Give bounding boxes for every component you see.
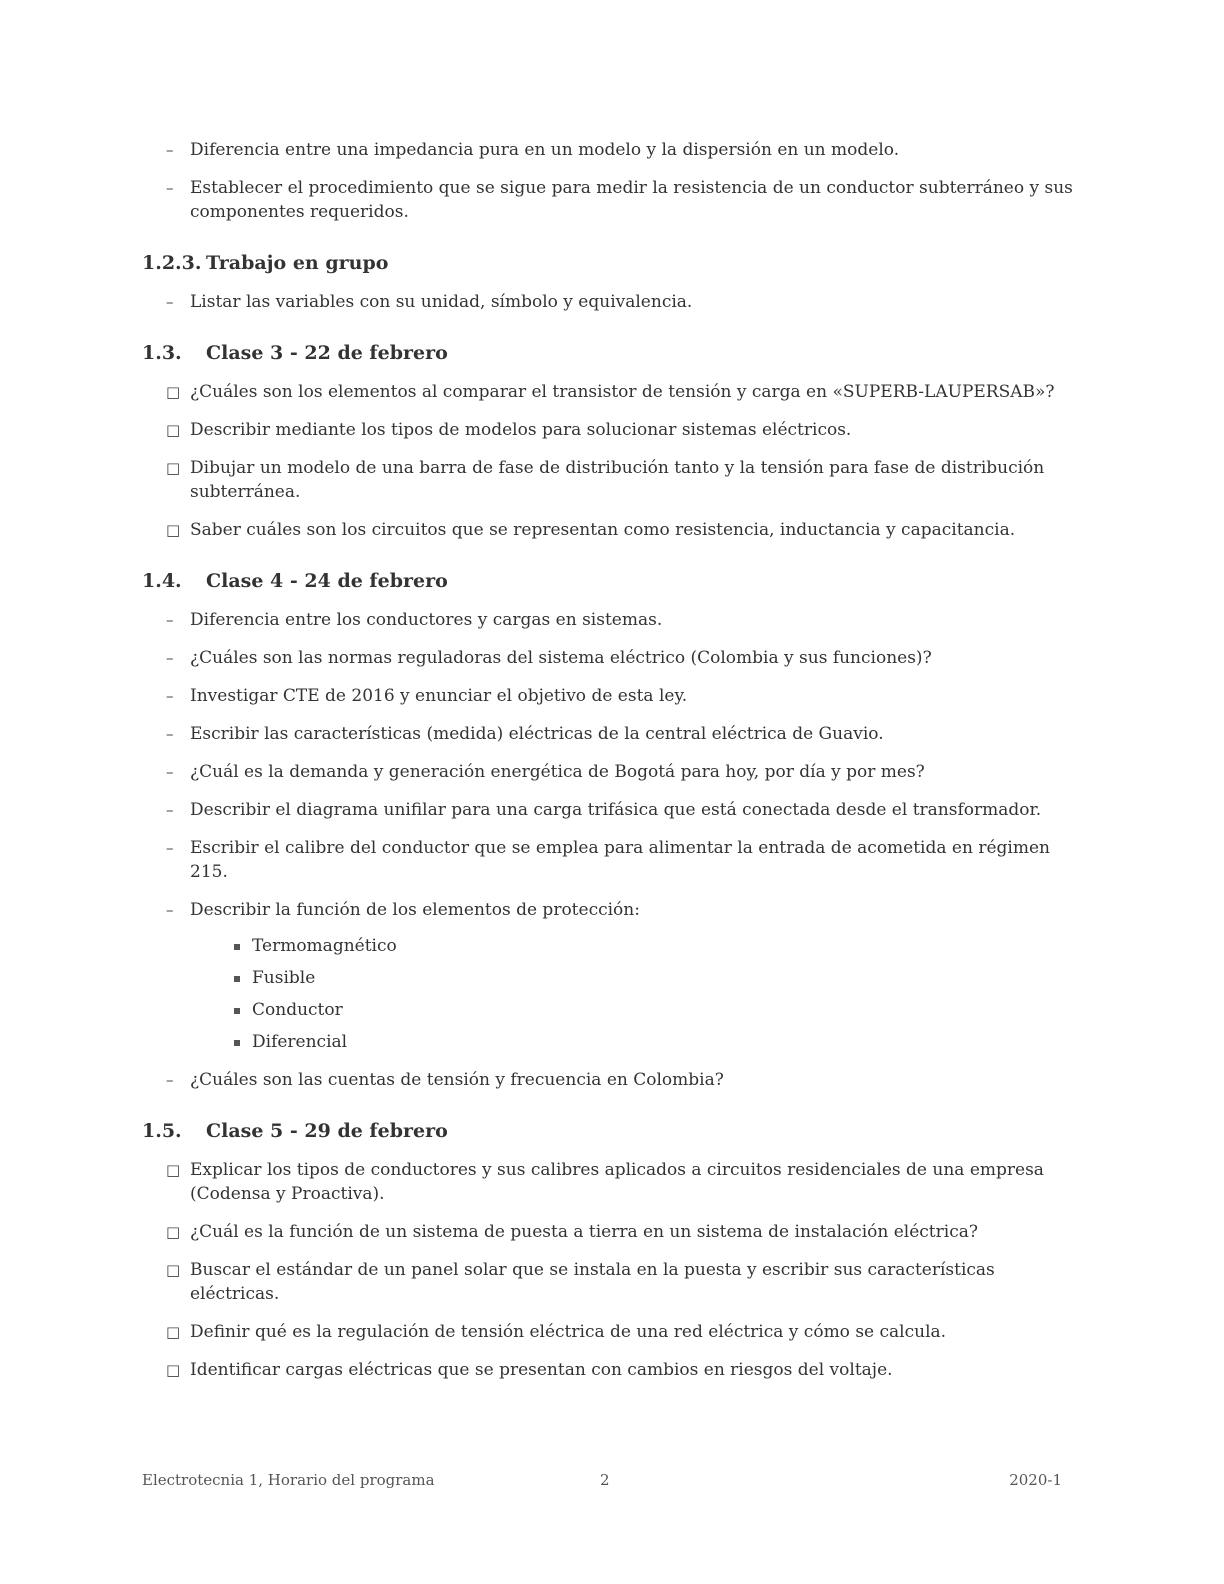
bullet-marker: □ [166,1223,181,1241]
list-item-text: Saber cuáles son los circuitos que se representan como resistencia, inductancia y capacitancia. [190,520,1016,540]
section-heading [142,342,1077,364]
list-item-text: ¿Cuáles son las cuentas de tensión y frecuencia en Colombia? [190,1070,724,1090]
section-heading [142,1120,1077,1142]
bullet-marker: – [166,141,174,159]
list-item-text: Listar las variables con su unidad, símbolo y equivalencia. [190,292,693,312]
list-item-text: ¿Cuál es la función de un sistema de puesta a tierra en un sistema de instalación eléctrica? [190,1222,978,1242]
sub-list-item [234,1030,1077,1054]
list-item-text: Definir qué es la regulación de tensión eléctrica de una red eléctrica y cómo se calcula. [190,1322,947,1342]
list-item [142,1320,1077,1344]
list-item-text: Describir el diagrama unifilar para una carga trifásica que está conectada desde el transformador. [190,800,1042,820]
page-footer [142,1471,1062,1495]
list-item-text: Establecer el procedimiento que se sigue para medir la resistencia de un conductor subterráneo y sus componentes requeridos. [190,178,1073,222]
bullet-marker: – [166,763,174,781]
section-heading [142,252,1077,274]
sub-list-item-text: Fusible [252,968,316,988]
list-item [142,1068,1077,1092]
list-item [142,1158,1077,1206]
section-number: 1.2.3. [142,252,202,274]
list-item-text: Dibujar un modelo de una barra de fase de distribución tanto y la tensión para fase de distribución subterránea. [190,458,1045,502]
bullet-marker: – [166,1071,174,1089]
bullet-marker: □ [166,521,181,539]
list-item-text: Identificar cargas eléctricas que se presentan con cambios en riesgos del voltaje. [190,1360,893,1380]
list-item [142,898,1077,922]
square-bullet-icon [234,1008,240,1014]
bullet-marker: – [166,649,174,667]
list-item-text: ¿Cuál es la demanda y generación energética de Bogotá para hoy, por día y por mes? [190,762,925,782]
bullet-marker: – [166,179,174,197]
bullet-marker: – [166,801,174,819]
square-bullet-icon [234,944,240,950]
bullet-marker: □ [166,1323,181,1341]
list-item [142,798,1077,822]
list-item [142,380,1077,404]
list-item-text: Describir la función de los elementos de protección: [190,900,640,920]
list-item [142,684,1077,708]
section-heading [142,570,1077,592]
section-number: 1.3. [142,342,182,364]
list-item-text: Investigar CTE de 2016 y enunciar el objetivo de esta ley. [190,686,688,706]
list-item-text: Escribir las características (medida) eléctricas de la central eléctrica de Guavio. [190,724,884,744]
sub-list [234,934,1077,1054]
page-number: 2 [600,1471,610,1489]
list-item-text: Explicar los tipos de conductores y sus calibres aplicados a circuitos residenciales de una empresa (Codensa y Proactiva). [190,1160,1044,1204]
list-item-text: Buscar el estándar de un panel solar que se instala en la puesta y escribir sus características eléctricas. [190,1260,995,1304]
list-item [142,608,1077,632]
list-item-text: ¿Cuáles son las normas reguladoras del sistema eléctrico (Colombia y sus funciones)? [190,648,932,668]
sub-list-item-text: Conductor [252,1000,343,1020]
list-item [142,1258,1077,1306]
list-item [142,138,1077,162]
sub-list-item [234,934,1077,958]
section-number: 1.5. [142,1120,182,1142]
section-title: Clase 3 - 22 de febrero [206,342,448,364]
list-item [142,1220,1077,1244]
bullet-marker: – [166,725,174,743]
list-item-text: ¿Cuáles son los elementos al comparar el transistor de tensión y carga en «SUPERB-LAUPERSAB»? [190,382,1055,402]
bullet-marker: □ [166,383,181,401]
footer-course-title: Electrotecnia 1, Horario del programa [142,1471,435,1489]
bullet-marker: – [166,611,174,629]
footer-term: 2020-1 [1009,1471,1062,1489]
list-item [142,646,1077,670]
bullet-marker: □ [166,1261,181,1279]
list-item [142,176,1077,224]
page-content [142,138,1077,1396]
list-item [142,456,1077,504]
list-item [142,836,1077,884]
bullet-marker: – [166,293,174,311]
list-item [142,518,1077,542]
sub-list-item-text: Termomagnético [252,936,397,956]
section-title: Clase 5 - 29 de febrero [206,1120,448,1142]
square-bullet-icon [234,976,240,982]
square-bullet-icon [234,1040,240,1046]
list-item-text: Escribir el calibre del conductor que se emplea para alimentar la entrada de acometida en régimen 215. [190,838,1050,882]
sub-list-item [234,998,1077,1022]
list-item-text: Describir mediante los tipos de modelos para solucionar sistemas eléctricos. [190,420,852,440]
list-item [142,1358,1077,1382]
section-number: 1.4. [142,570,182,592]
bullet-marker: □ [166,459,181,477]
sub-list-item [234,966,1077,990]
list-item [142,760,1077,784]
list-item [142,722,1077,746]
bullet-marker: – [166,901,174,919]
bullet-marker: – [166,687,174,705]
list-item [142,290,1077,314]
sub-list-item-text: Diferencial [252,1032,348,1052]
bullet-marker: – [166,839,174,857]
section-title: Trabajo en grupo [206,252,389,274]
bullet-marker: □ [166,421,181,439]
bullet-marker: □ [166,1161,181,1179]
bullet-marker: □ [166,1361,181,1379]
list-item-text: Diferencia entre los conductores y cargas en sistemas. [190,610,663,630]
list-item-text: Diferencia entre una impedancia pura en un modelo y la dispersión en un modelo. [190,140,900,160]
section-title: Clase 4 - 24 de febrero [206,570,448,592]
list-item [142,418,1077,442]
